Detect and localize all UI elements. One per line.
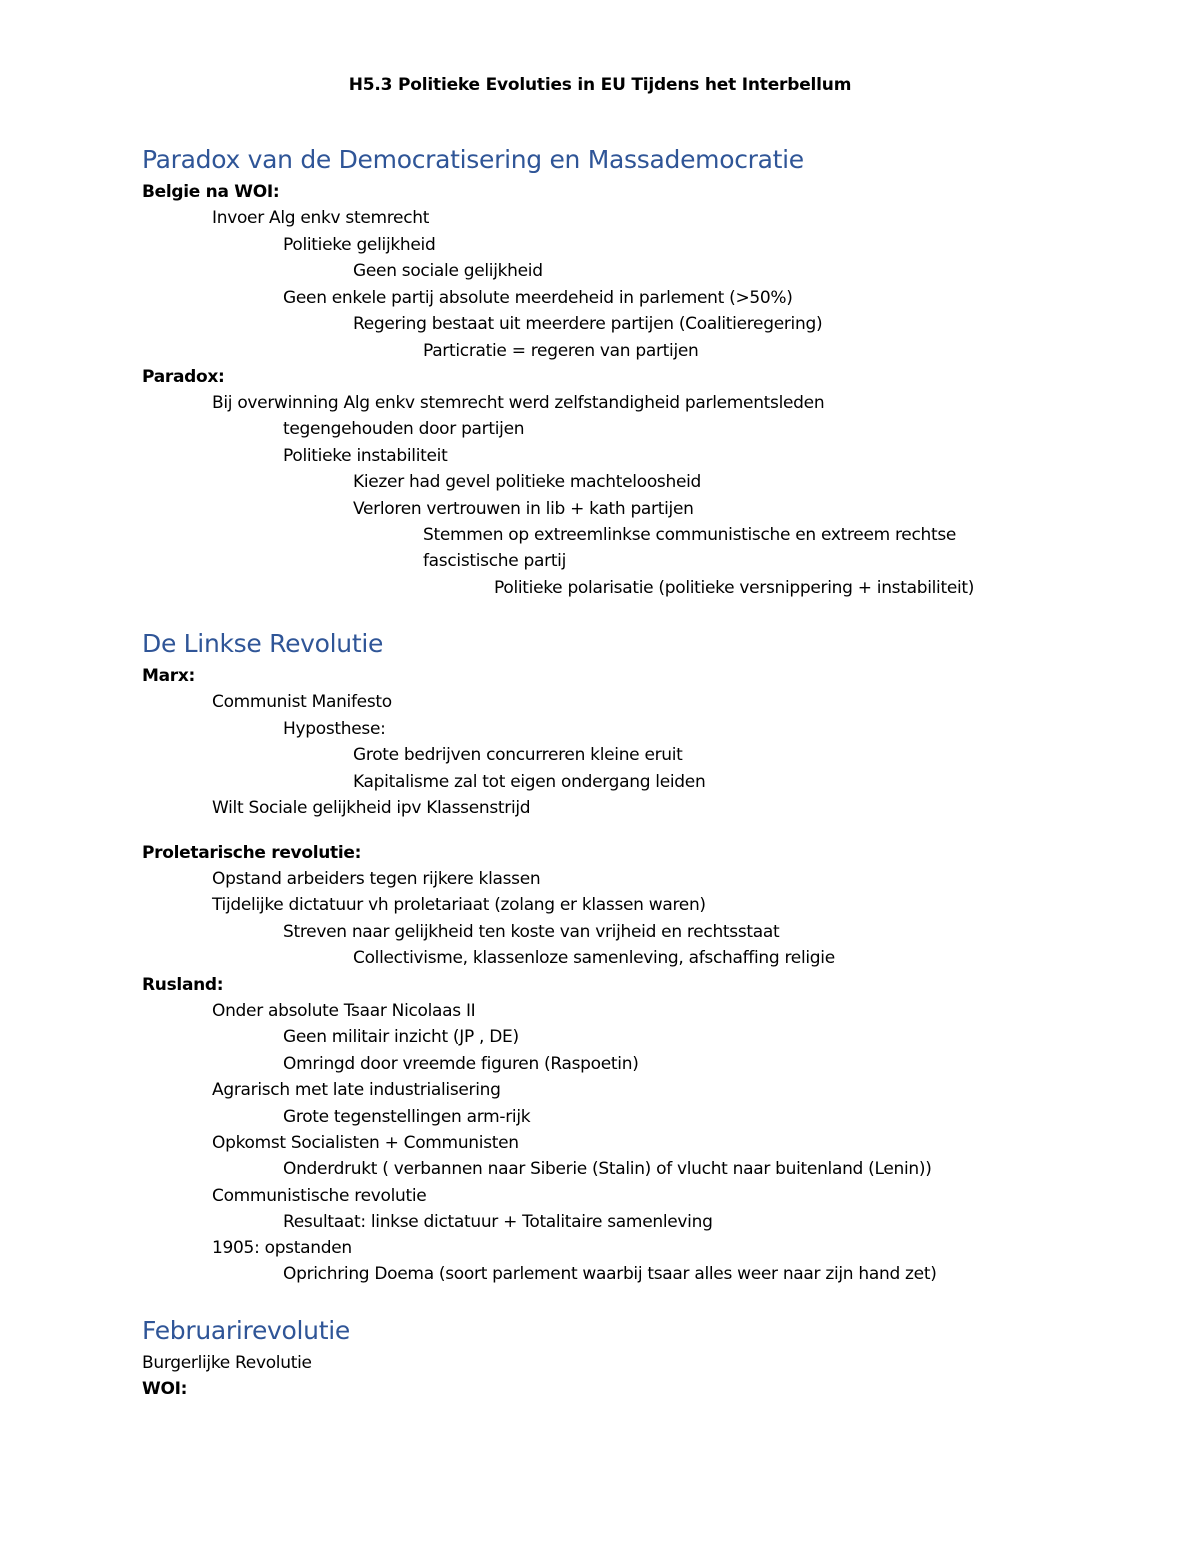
- label-paradox: Paradox:: [142, 367, 225, 387]
- outline-item: Particratie = regeren van partijen: [423, 341, 699, 361]
- outline-item: Communistische revolutie: [212, 1186, 427, 1206]
- outline-item: Burgerlijke Revolutie: [142, 1353, 312, 1373]
- outline-item: Collectivisme, klassenloze samenleving, afschaffing religie: [353, 948, 835, 968]
- outline-item: Geen enkele partij absolute meerdeheid in parlement (>50%): [283, 288, 793, 308]
- heading-februarirevolutie: Februarirevolutie: [142, 1316, 350, 1345]
- outline-item: Invoer Alg enkv stemrecht: [212, 208, 430, 228]
- outline-item: Hyposthese:: [283, 719, 386, 739]
- outline-item: Communist Manifesto: [212, 692, 392, 712]
- outline-item: Regering bestaat uit meerdere partijen (Coalitieregering): [353, 314, 823, 334]
- outline-item: 1905: opstanden: [212, 1238, 352, 1258]
- label-proletarische-revolutie: Proletarische revolutie:: [142, 843, 362, 863]
- outline-item: Resultaat: linkse dictatuur + Totalitaire samenleving: [283, 1212, 713, 1232]
- outline-item: Politieke polarisatie (politieke versnippering + instabiliteit): [494, 578, 975, 598]
- outline-item: Agrarisch met late industrialisering: [212, 1080, 501, 1100]
- label-woi: WOI:: [142, 1379, 188, 1399]
- label-belgie: Belgie na WOI:: [142, 182, 280, 202]
- label-rusland: Rusland:: [142, 975, 224, 995]
- outline-item: tegengehouden door partijen: [283, 419, 525, 439]
- outline-item: Verloren vertrouwen in lib + kath partijen: [353, 499, 694, 519]
- outline-item: Geen sociale gelijkheid: [353, 261, 543, 281]
- outline-item: Grote bedrijven concurreren kleine eruit: [353, 745, 683, 765]
- outline-item: Streven naar gelijkheid ten koste van vrijheid en rechtsstaat: [283, 922, 780, 942]
- outline-item: fascistische partij: [423, 551, 567, 571]
- outline-item: Onder absolute Tsaar Nicolaas II: [212, 1001, 476, 1021]
- outline-item: Opstand arbeiders tegen rijkere klassen: [212, 869, 541, 889]
- outline-item: Onderdrukt ( verbannen naar Siberie (Stalin) of vlucht naar buitenland (Lenin)): [283, 1159, 932, 1179]
- heading-paradox: Paradox van de Democratisering en Massademocratie: [142, 145, 804, 174]
- document-title: H5.3 Politieke Evoluties in EU Tijdens het Interbellum: [348, 75, 852, 95]
- outline-item: Tijdelijke dictatuur vh proletariaat (zolang er klassen waren): [212, 895, 706, 915]
- outline-item: Wilt Sociale gelijkheid ipv Klassenstrijd: [212, 798, 531, 818]
- outline-item: Kiezer had gevel politieke machteloosheid: [353, 472, 702, 492]
- outline-item: Politieke gelijkheid: [283, 235, 436, 255]
- outline-item: Geen militair inzicht (JP , DE): [283, 1027, 519, 1047]
- label-marx: Marx:: [142, 666, 196, 686]
- outline-item: Politieke instabiliteit: [283, 446, 448, 466]
- outline-item: Omringd door vreemde figuren (Raspoetin): [283, 1054, 639, 1074]
- outline-item: Bij overwinning Alg enkv stemrecht werd zelfstandigheid parlementsleden: [212, 393, 825, 413]
- outline-item: Stemmen op extreemlinkse communistische en extreem rechtse: [423, 525, 957, 545]
- heading-linkse-revolutie: De Linkse Revolutie: [142, 629, 384, 658]
- outline-item: Kapitalisme zal tot eigen ondergang leiden: [353, 772, 706, 792]
- outline-item: Oprichring Doema (soort parlement waarbij tsaar alles weer naar zijn hand zet): [283, 1264, 937, 1284]
- outline-item: Opkomst Socialisten + Communisten: [212, 1133, 519, 1153]
- outline-item: Grote tegenstellingen arm-rijk: [283, 1107, 531, 1127]
